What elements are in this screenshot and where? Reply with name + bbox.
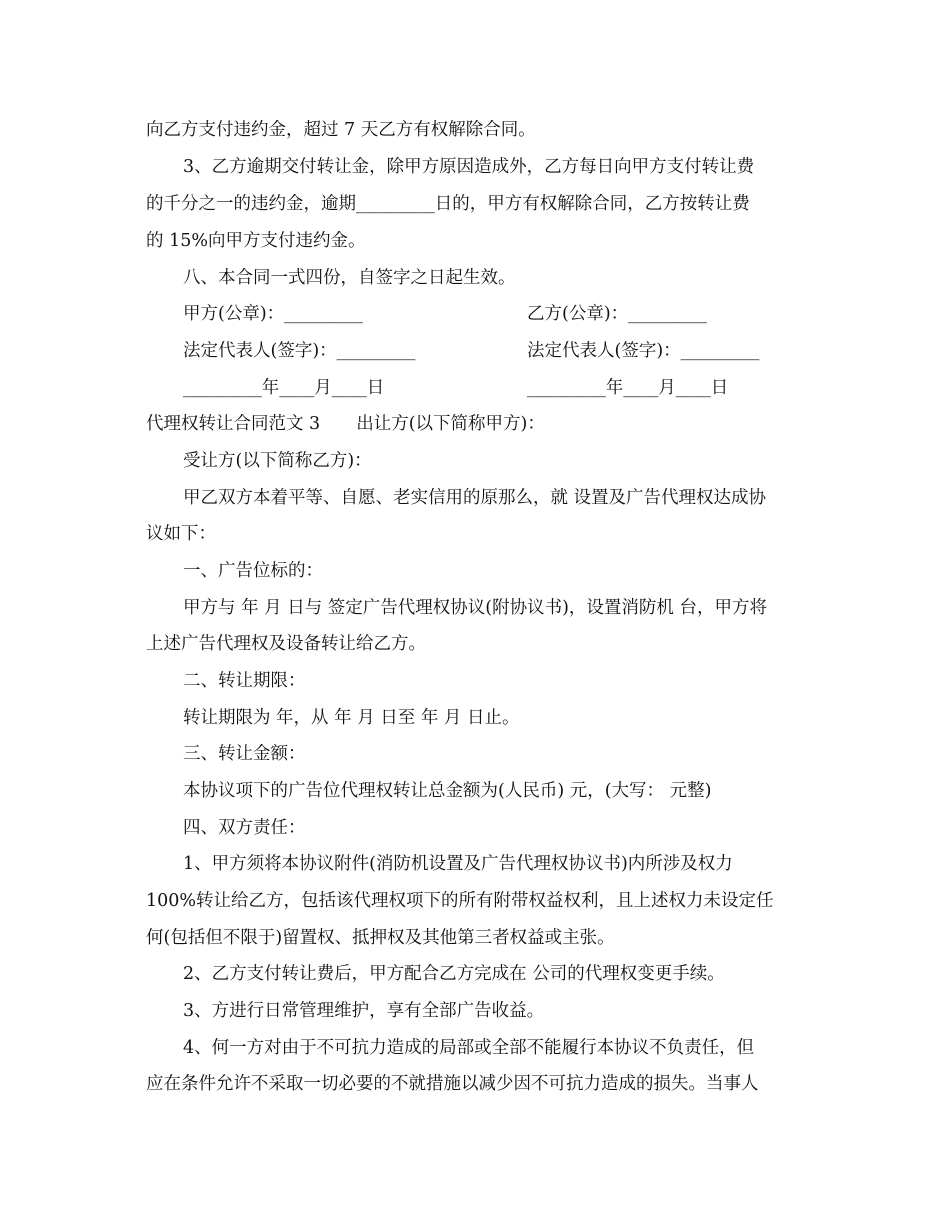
- paragraph-line: 议如下：: [146, 524, 216, 544]
- paragraph-heading: 一、广告位标的：: [183, 561, 323, 581]
- paragraph-line: 3、方进行日常管理维护，享有全部广告收益。: [183, 1001, 545, 1021]
- paragraph-line: 2、乙方支付转让费后，甲方配合乙方完成在 公司的代理权变更手续。: [183, 964, 725, 984]
- party-b-representative: 法定代表人(签字)：_________: [527, 341, 760, 361]
- paragraph-line: 甲方与 年 月 日与 签定广告代理权协议(附协议书)，设置消防机 台，甲方将: [183, 598, 767, 618]
- paragraph-line: 向乙方支付违约金，超过 7 天乙方有权解除合同。: [146, 120, 536, 140]
- paragraph-line: 甲乙双方本着平等、自愿、老实信用的原那么，就 设置及广告代理权达成协: [183, 488, 767, 508]
- paragraph-line: 转让期限为 年，从 年 月 日至 年 月 日止。: [183, 708, 520, 728]
- party-a-seal: 甲方(公章)：_________: [183, 304, 363, 324]
- party-a-representative: 法定代表人(签字)：_________: [183, 341, 416, 361]
- paragraph-heading: 三、转让金额：: [183, 744, 306, 764]
- paragraph-line: 4、何一方对由于不可抗力造成的局部或全部不能履行本协议不负责任，但: [183, 1038, 755, 1058]
- party-b-date: _________年____月____日: [527, 378, 729, 398]
- paragraph-line: 八、本合同一式四份，自签字之日起生效。: [183, 268, 516, 288]
- transferor-label: 出让方(以下简称甲方)：: [356, 414, 545, 434]
- paragraph-heading: 四、双方责任：: [183, 818, 306, 838]
- paragraph-line: 的千分之一的违约金，逾期_________日的，甲方有权解除合同，乙方按转让费: [146, 194, 750, 214]
- paragraph-line: 100%转让给乙方，包括该代理权项下的所有附带权益权利，且上述权力未设定任: [146, 891, 774, 911]
- paragraph-line: 应在条件允许不采取一切必要的不就措施以减少因不可抗力造成的损失。当事人: [146, 1074, 759, 1094]
- section-title: 代理权转让合同范文 3: [146, 414, 321, 434]
- paragraph-line: 上述广告代理权及设备转让给乙方。: [146, 634, 426, 654]
- paragraph-line: 何(包括但不限于)留置权、抵押权及其他第三者权益或主张。: [146, 928, 615, 948]
- paragraph-line: 受让方(以下简称乙方)：: [183, 451, 372, 471]
- party-a-date: _________年____月____日: [183, 378, 385, 398]
- paragraph-line: 1、甲方须将本协议附件(消防机设置及广告代理权协议书)内所涉及权力: [183, 854, 733, 874]
- paragraph-line: 的 15%向甲方支付违约金。: [146, 231, 366, 251]
- paragraph-line: 3、乙方逾期交付转让金，除甲方原因造成外，乙方每日向甲方支付转让费: [183, 157, 755, 177]
- party-b-seal: 乙方(公章)：_________: [527, 304, 707, 324]
- paragraph-line: 本协议项下的广告位代理权转让总金额为(人民币) 元，(大写： 元整): [183, 781, 712, 801]
- paragraph-heading: 二、转让期限：: [183, 671, 306, 691]
- section-header-line: [146, 412, 545, 436]
